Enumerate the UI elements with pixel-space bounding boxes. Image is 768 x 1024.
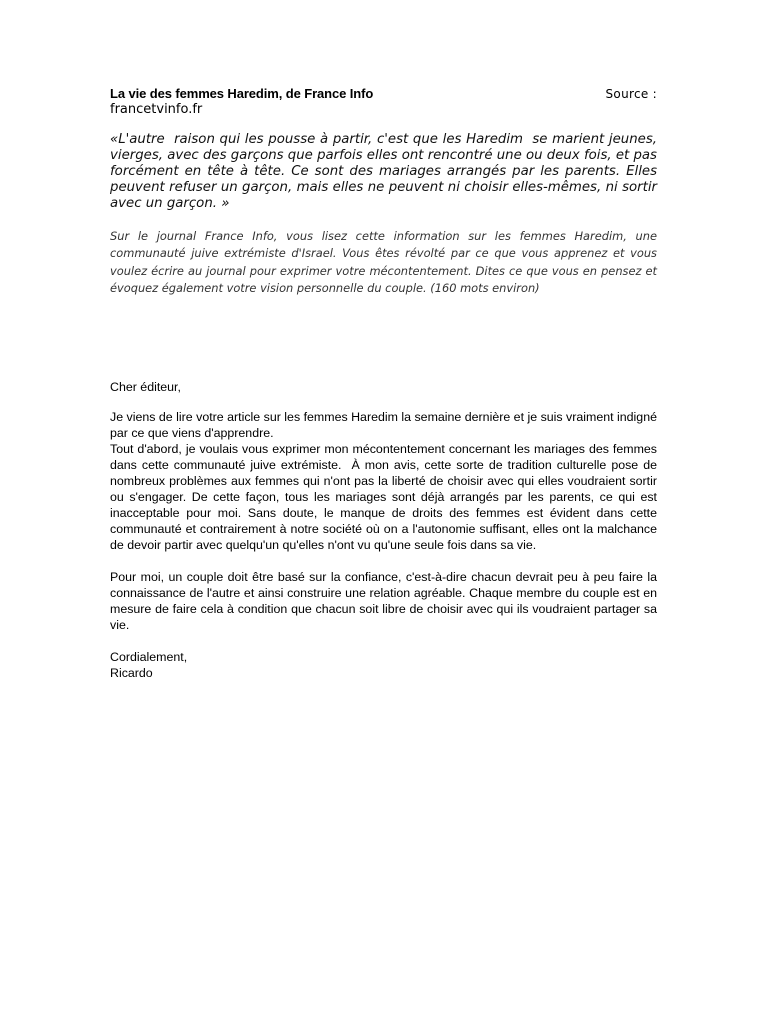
letter-body	[110, 379, 661, 681]
letter-paragraph-1: Je viens de lire votre article sur les femmes Haredim la semaine dernière et je suis vraiment indigné par ce que viens d'apprendre.	[110, 410, 657, 440]
prompt-section	[110, 86, 662, 298]
letter-greeting: Cher éditeur,	[110, 380, 181, 394]
letter-signature: Ricardo	[110, 666, 153, 680]
article-title: La vie des femmes Haredim, de France Info	[110, 86, 374, 101]
article-quote: «L'autre raison qui les pousse à partir, c'est que les Haredim se marient jeunes, vierges, avec des garçons que parfois elles ont rencontré une ou deux fois, et pas forcément en tête à tête. Ce sont des mariages arrangés par les parents. Elles peuvent refuser un garçon, mais elles ne peuvent ni choisir elles-mêmes, ni sortir avec un garçon. »	[110, 132, 662, 211]
letter-closing: Cordialement,	[110, 650, 188, 664]
header-line	[110, 86, 657, 101]
source-label: Source :	[605, 87, 657, 101]
writing-instructions: Sur le journal France Info, vous lisez cette information sur les femmes Haredim, une communauté juive extrémiste d'Israel. Vous êtes révolté par ce que vous apprenez et vous voulez écrire au journal pour exprimer votre mécontentement. Dites ce que vous en pensez et évoquez également votre vision personnelle du couple. (160 mots environ)	[110, 229, 657, 296]
letter-paragraph-2: Tout d'abord, je voulais vous exprimer mon mécontentement concernant les mariages des femmes dans cette communauté juive extrémiste. À mon avis, cette sorte de tradition culturelle pose de nombreux problèmes aux femmes qui n'ont pas la liberté de choisir avec qui elles voudraient sortir ou s'engager. De cette façon, tous les mariages sont déjà arrangés par les parents, ce qui est inacceptable pour moi. Sans doute, le manque de droits des femmes est évident dans cette communauté et contrairement à notre société où on a l'autonomie suffisant, elles ont la malchance de devoir partir avec quelqu'un qu'elles n'ont vu qu'une seule fois dans sa vie.	[110, 442, 661, 552]
letter-paragraph-3: Pour moi, un couple doit être basé sur la confiance, c'est-à-dire chacun devrait peu à peu faire la connaissance de l'autre et ainsi construire une relation agréable. Chaque membre du couple est en mesure de faire cela à condition que chacun soit libre de choisir avec qui ils voudraient partager sa vie.	[110, 570, 657, 632]
source-site: francetvinfo.fr	[110, 102, 203, 117]
